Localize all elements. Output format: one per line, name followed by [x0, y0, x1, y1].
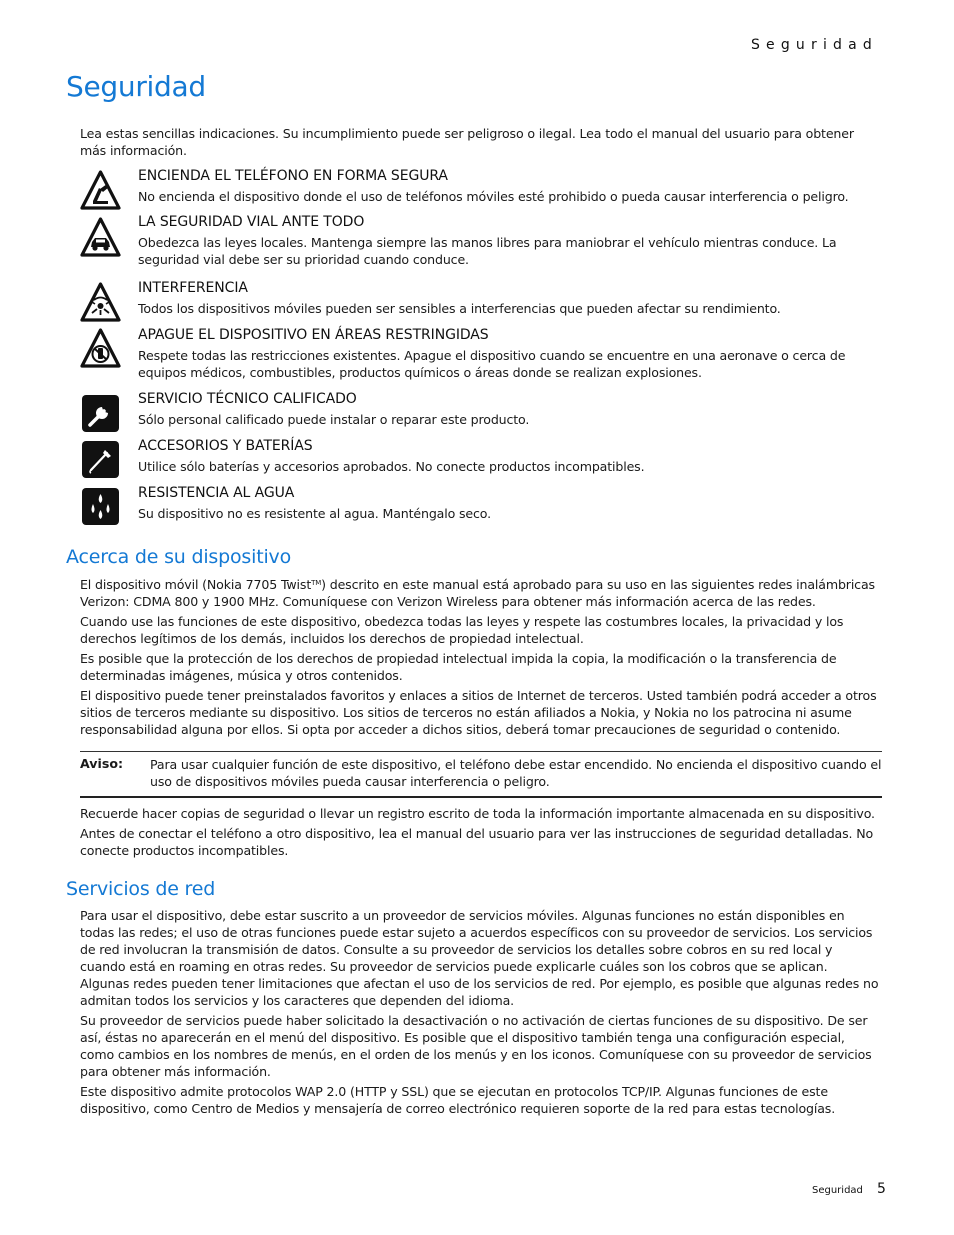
water-drops-icon: [80, 486, 121, 527]
safety-description: Obedezca las leyes locales. Mantenga siempre las manos libres para maniobrar el vehículo mientras conduce. La seguridad vial debe ser su prioridad cuando conduce.: [138, 235, 837, 267]
servicios-paragraph-2: Su proveedor de servicios puede haber solicitado la desactivación o no activación de ciertas funciones de su dispositivo. De ser así, éstas no aparecerán en el menú del dispositivo. Es posible que el dispositivo también tenga una configuración especial, como cambios en los nombres de menús, en el orden de los menús y en los iconos. Comuníquese con su proveedor de servicios para obtener más información.: [80, 1013, 872, 1079]
safety-heading: LA SEGURIDAD VIAL ANTE TODO: [138, 214, 365, 230]
acerca-paragraph-4: El dispositivo puede tener preinstalados favoritos y enlaces a sitios de Internet de terceros. Usted también podrá acceder a otros sitios de terceros mediante su dispositivo. Los sitios de terceros no están afiliados a Nokia, y Nokia no los patrocina ni asume responsabilidad alguna por ellos. Si opta por acceder a dichos sitios, deberá tomar precauciones de seguridad o contenido.: [80, 688, 877, 737]
safety-description: Respete todas las restricciones existentes. Apague el dispositivo cuando se encuentre en una aeronave o cerca de equipos médicos, combustibles, productos químicos o áreas donde se realizan explosiones.: [138, 348, 846, 380]
interference-warning-icon: [80, 282, 121, 323]
safety-heading: SERVICIO TÉCNICO CALIFICADO: [138, 391, 357, 407]
safety-heading: APAGUE EL DISPOSITIVO EN ÁREAS RESTRINGIDAS: [138, 327, 489, 343]
safety-description: Su dispositivo no es resistente al agua. Manténgalo seco.: [138, 506, 491, 521]
phone-prohibited-warning-icon: [80, 328, 121, 369]
wrench-icon: [80, 393, 121, 434]
car-warning-icon: [80, 217, 121, 258]
page-title: Seguridad: [66, 70, 206, 103]
trademark-mark: TM: [311, 579, 322, 587]
section-title-servicios: Servicios de red: [66, 878, 216, 900]
safety-description: No encienda el dispositivo donde el uso de teléfonos móviles esté prohibido o pueda causar interferencia o peligro.: [138, 189, 849, 204]
after-note-content: [80, 805, 880, 859]
hand-switch-warning-icon: [80, 170, 121, 211]
acerca-paragraph-1: El dispositivo móvil (Nokia 7705 Twist™) descrito en este manual está aprobado para su uso en las siguientes redes inalámbricas Verizon: CDMA 800 y 1900 MHz. Comuníquese con Verizon Wireless para obtener más información acerca de las redes.: [80, 577, 875, 609]
footer-section-label: Seguridad: [812, 1185, 863, 1196]
notice-box: [80, 751, 882, 798]
servicios-paragraph-3: Este dispositivo admite protocolos WAP 2.0 (HTTP y SSL) que se ejecutan en protocolos TCP/IP. Algunas funciones de este dispositivo, como Centro de Medios y mensajería de correo electrónico requieren soporte de la red para estas tecnologías.: [80, 1084, 836, 1116]
battery-accessory-icon: [80, 439, 121, 480]
servicios-paragraph-1: Para usar el dispositivo, debe estar suscrito a un proveedor de servicios móviles. Algunas funciones no están disponibles en todas las redes; el uso de otras funciones puede estar sujeto a acuerdos específicos con su proveedor de servicios. Los servicios de red involucran la transmisión de datos. Consulte a su proveedor de servicios los detalles sobre cobros en su red local y cuando está en roaming en otras redes. Su proveedor de servicios puede explicarle cuáles son los cobros que se aplican. Algunas redes pueden tener limitaciones que afectan el uso de los servicios de red. Por ejemplo, es posible que algunas redes no admitan todos los servicios y los caracteres que dependen del idioma.: [80, 908, 879, 1008]
backup-paragraph: Recuerde hacer copias de seguridad o llevar un registro escrito de toda la información importante almacenada en su dispositivo.: [80, 806, 875, 821]
safety-description: Todos los dispositivos móviles pueden ser sensibles a interferencias que pueden afectar su rendimiento.: [138, 301, 781, 316]
acerca-paragraph-3: Es posible que la protección de los derechos de propiedad intelectual impida la copia, la modificación o la transferencia de determinadas imágenes, música y otros contenidos.: [80, 651, 837, 683]
safety-description: Sólo personal calificado puede instalar o reparar este producto.: [138, 412, 530, 427]
safety-heading: INTERFERENCIA: [138, 280, 248, 296]
safety-heading: ACCESORIOS Y BATERÍAS: [138, 438, 313, 454]
section-title-acerca: Acerca de su dispositivo: [66, 546, 291, 568]
notice-label: Aviso:: [80, 756, 124, 771]
notice-text: Para usar cualquier función de este dispositivo, el teléfono debe estar encendido. No encienda el dispositivo cuando el uso de dispositivos móviles pueda causar interferencia o peligro.: [150, 757, 882, 789]
page-number: 5: [877, 1181, 886, 1197]
connect-paragraph: Antes de conectar el teléfono a otro dispositivo, lea el manual del usuario para ver las instrucciones de seguridad detalladas. No conecte productos incompatibles.: [80, 826, 874, 858]
servicios-content: [80, 907, 880, 1117]
safety-heading: RESISTENCIA AL AGUA: [138, 485, 295, 501]
safety-description: Utilice sólo baterías y accesorios aprobados. No conecte productos incompatibles.: [138, 459, 645, 474]
acerca-content: [80, 575, 880, 738]
running-header: Seguridad: [750, 37, 878, 53]
acerca-paragraph-2: Cuando use las funciones de este dispositivo, obedezca todas las leyes y respete las costumbres locales, la privacidad y los derechos legítimos de los demás, incluidos los derechos de propiedad intelectual.: [80, 614, 844, 646]
intro-paragraph: Lea estas sencillas indicaciones. Su incumplimiento puede ser peligroso o ilegal. Lea todo el manual del usuario para obtener más información.: [80, 126, 854, 158]
safety-heading: ENCIENDA EL TELÉFONO EN FORMA SEGURA: [138, 168, 448, 184]
